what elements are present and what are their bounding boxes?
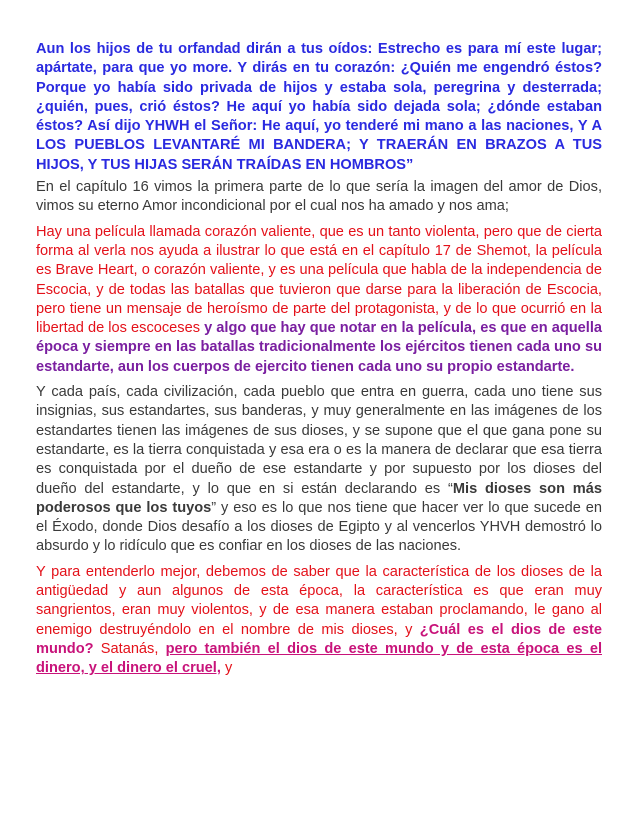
ancient-gods-red-text: Y para entenderlo mejor, debemos de saber que la característica de los dioses de la antigüedad y aun algunos de esta época, la característica es que eran muy sangrientos, eran muy violentos, y de esa manera estaban proclamando, le gano al enemigo destruyéndolo en el nombre de mis dioses, y	[36, 563, 602, 638]
ancient-gods-red-text-2: Satanás,	[93, 640, 166, 657]
ancient-gods-red-text-3: y	[220, 660, 233, 677]
paragraph-braveheart	[36, 223, 602, 377]
paragraph-ancient-gods	[36, 563, 602, 679]
braveheart-red-text: Hay una película llamada corazón valiente, que es un tanto violenta, pero que de cierta forma al verla nos ayuda a ilustrar lo que está en el capítulo 17 de Shemot, la película es Brave Heart, o corazón valiente, y es una película que habla de la independencia de Escocia, y de todas las batallas que tuvieron que darse para la liberación de Escocia, pero tiene un mensaje de heroísmo de parte del protagonista, y de lo que ocurrió en la libertad de los escoceses	[36, 223, 602, 337]
braveheart-purple-emphasis: y algo que hay que notar en la película, es que en aquella época y siempre en las batallas tradicionalmente los ejércitos tienen cada uno su estandarte, aun los cuerpos de ejercito tienen cada uno su propio estandarte.	[36, 320, 602, 375]
scripture-quote: Aun los hijos de tu orfandad dirán a tus oídos: Estrecho es para mí este lugar; apártate, para que yo more. Y dirás en tu corazón: ¿Quién me engendró éstos? Porque yo había sido privada de hijos y estaba sola, peregrina y desterrada; ¿quién, pues, crió éstos? He aquí yo había sido dejada sola; ¿dónde estaban éstos? Así dijo YHWH el Señor: He aquí, yo tenderé mi mano a las naciones, Y A LOS PUEBLOS LEVANTARÉ MI BANDERA; Y TRAERÁN EN BRAZOS A TUS HIJOS, Y TUS HIJAS SERÁN TRAÍDAS EN HOMBROS”	[36, 41, 602, 173]
paragraph-standards	[36, 383, 602, 557]
ancient-gods-question: ¿Cuál es el dios de este mundo?	[36, 621, 602, 657]
paragraph-love-of-god: En el capítulo 16 vimos la primera parte de lo que sería la imagen del amor de Dios, vimos su eterno Amor incondicional por el cual nos ha amado y nos ama;	[36, 179, 602, 215]
standards-text-a: Y cada país, cada civilización, cada pueblo que entra en guerra, cada uno tiene sus insignias, sus estandartes, sus banderas, y muy generalmente en las imágenes de los estandartes tienen las imágenes de sus dioses, y se supone que el que gana pone su estandarte, es la tierra conquistada y esa era o es la manera de declarar que esa tierra es conquistada por el dueño de ese estandarte y por supuesto por los dioses del dueño del estandarte, y lo que en si están declarando es “	[36, 384, 602, 497]
document-page	[36, 40, 602, 685]
standards-bold-quote: Mis dioses son más poderosos que los tuyos	[36, 480, 602, 516]
ancient-gods-underlined-emphasis: pero también el dios de este mundo y de esta época es el dinero, y el dinero el cruel,	[36, 640, 602, 677]
standards-text-b: ” y eso es lo que nos tiene que hacer ver lo que sucede en el Éxodo, donde Dios desafío a los dioses de Egipto y al vencerlos YHVH demostró lo absurdo y lo ridículo que es confiar en los dioses de las naciones.	[36, 499, 603, 555]
